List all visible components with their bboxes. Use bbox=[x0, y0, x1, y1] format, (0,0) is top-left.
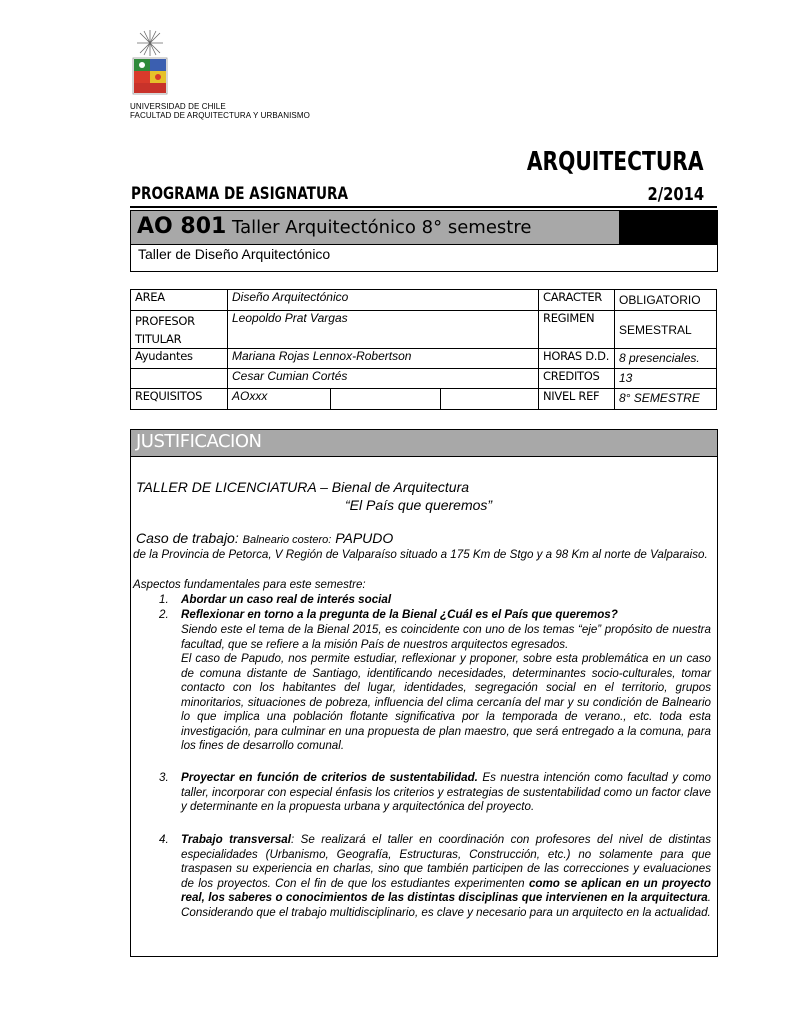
requisitos-value: AOxxx bbox=[228, 389, 331, 410]
document-type-text: PROGRAMA DE ASIGNATURA bbox=[131, 184, 348, 204]
item-2-number: 2. bbox=[159, 608, 169, 621]
item-4-body-1: : Se realizará el taller en coordinación con profesores del nivel de distintas especialidades (Urbanismo, Geografía, Estructuras, Construcción, etc.) no solamente para que traspasen su experiencia en charlas, sino que también participen de las correcciones y evaluaciones de los proyectos. Con el fin de que los estudiantes experimenten bbox=[181, 833, 711, 890]
university-line: UNIVERSIDAD DE CHILE bbox=[130, 102, 226, 111]
horas-label: HORAS D.D. bbox=[539, 349, 615, 369]
ayudantes-label: Ayudantes bbox=[131, 349, 228, 369]
caso-place: PAPUDO bbox=[335, 530, 394, 546]
creditos-label: CREDITOS bbox=[539, 369, 615, 389]
empty-cell bbox=[131, 369, 228, 389]
area-value: Diseño Arquitectónico bbox=[228, 290, 539, 311]
item-3-text bbox=[181, 771, 711, 815]
period-text: 2/2014 bbox=[647, 184, 704, 205]
document-type-heading bbox=[131, 184, 402, 204]
item-4-number: 4. bbox=[159, 833, 169, 846]
requisitos-label: REQUISITOS bbox=[131, 389, 228, 410]
area-label: AREA bbox=[131, 290, 228, 311]
course-title bbox=[137, 214, 531, 239]
caracter-value: OBLIGATORIO bbox=[615, 290, 717, 311]
department-heading bbox=[477, 146, 704, 177]
course-subtitle-row bbox=[130, 243, 718, 272]
empty-cell bbox=[331, 389, 441, 410]
justificacion-body bbox=[130, 456, 718, 957]
period-heading bbox=[635, 184, 704, 205]
faculty-line: FACULTAD DE ARQUITECTURA Y URBANISMO bbox=[130, 111, 310, 120]
caracter-label: CARACTER bbox=[539, 290, 615, 311]
table-row bbox=[131, 349, 717, 369]
ayudante-2: Cesar Cumian Cortés bbox=[228, 369, 539, 389]
ayudante-1: Mariana Rojas Lennox-Robertson bbox=[228, 349, 539, 369]
course-code: AO 801 bbox=[137, 214, 227, 239]
item-2-paragraph-1: Siendo este el tema de la Bienal 2015, es coincidente con uno de los temas “eje” propósito de nuestra facultad, que se refiere a la misión País de nuestros arquitectos egresados. bbox=[181, 623, 711, 651]
item-4-text bbox=[181, 833, 711, 920]
item-3-title: Proyectar en función de criterios de sustentabilidad. bbox=[181, 771, 478, 784]
heading-divider bbox=[130, 206, 717, 208]
quote-line: “El País que queremos” bbox=[345, 497, 493, 513]
item-1-number: 1. bbox=[159, 593, 169, 606]
justificacion-title: JUSTIFICACION bbox=[136, 431, 262, 452]
nivel-value: 8° SEMESTRE bbox=[615, 389, 717, 410]
course-name: Taller Arquitectónico 8° semestre bbox=[232, 217, 532, 238]
horas-value: 8 presenciales. bbox=[615, 349, 717, 369]
caso-line bbox=[136, 530, 393, 546]
course-title-row bbox=[130, 210, 718, 245]
item-2-title: Reflexionar en torno a la pregunta de la Bienal ¿Cuál es el País que queremos? bbox=[181, 608, 618, 621]
profesor-value: Leopoldo Prat Vargas bbox=[228, 311, 539, 349]
item-4-bold: como se aplican en un proyecto real, los saberes o conocimientos de las distintas disciplinas que intervienen en la arquitectura bbox=[181, 876, 711, 904]
profesor-label: PROFESOR TITULAR bbox=[131, 311, 228, 349]
empty-cell bbox=[441, 389, 539, 410]
item-3-body: Es nuestra intención como facultad y como taller, incorporar con especial énfasis los criterios y estrategias de sustentabilidad como un factor clave y determinante en la propuesta urbana y arquitectónica del proyecto. bbox=[181, 771, 711, 813]
course-info-table bbox=[130, 289, 717, 410]
university-name bbox=[130, 102, 310, 120]
item-3-number: 3. bbox=[159, 771, 169, 784]
course-title-black-block bbox=[619, 211, 717, 244]
regimen-label: REGIMEN bbox=[539, 311, 615, 349]
justificacion-header bbox=[130, 429, 718, 457]
aspectos-line: Aspectos fundamentales para este semestre: bbox=[133, 578, 366, 591]
caso-label: Caso de trabajo: bbox=[136, 530, 239, 546]
item-1-title: Abordar un caso real de interés social bbox=[181, 593, 392, 606]
taller-line: TALLER DE LICENCIATURA – Bienal de Arquitectura bbox=[136, 479, 470, 495]
university-logo bbox=[130, 26, 170, 98]
caso-description: de la Provincia de Petorca, V Región de Valparaíso situado a 175 Km de Stgo y a 98 Km al norte de Valparaiso. bbox=[133, 548, 708, 561]
regimen-value: SEMESTRAL bbox=[615, 311, 717, 349]
table-row bbox=[131, 369, 717, 389]
caso-small: Balneario costero: bbox=[242, 534, 332, 546]
course-subtitle: Taller de Diseño Arquitectónico bbox=[138, 246, 331, 262]
table-row bbox=[131, 311, 717, 349]
creditos-value: 13 bbox=[615, 369, 717, 389]
item-4-body-2: . Considerando que el trabajo multidisciplinario, es clave y necesario para un arquitecto en la actualidad. bbox=[181, 891, 711, 919]
table-row bbox=[131, 290, 717, 311]
item-2-paragraph-2: El caso de Papudo, nos permite estudiar, reflexionar y proponer, sobre esta problemática en un caso de comuna distante de Santiago, identificando necesidades, determinantes socio-culturales, tomar contacto con los habitantes del lugar, identidades, segregación social en el territorio, grupos minoritarios, situaciones de pobreza, influencia del clima cercanía del mar y su condición de Balneario lo que implica una población flotante significativa por la temporada de verano., etc. toda esta investigación, para culminar en una propuesta de plan maestro, que será entregado a la comuna, para los fines de desarrollo comunal. bbox=[181, 652, 711, 752]
table-row bbox=[131, 389, 717, 410]
item-4-title: Trabajo transversal bbox=[181, 833, 291, 846]
department-text: ARQUITECTURA bbox=[527, 147, 704, 177]
nivel-label: NIVEL REF bbox=[539, 389, 615, 410]
